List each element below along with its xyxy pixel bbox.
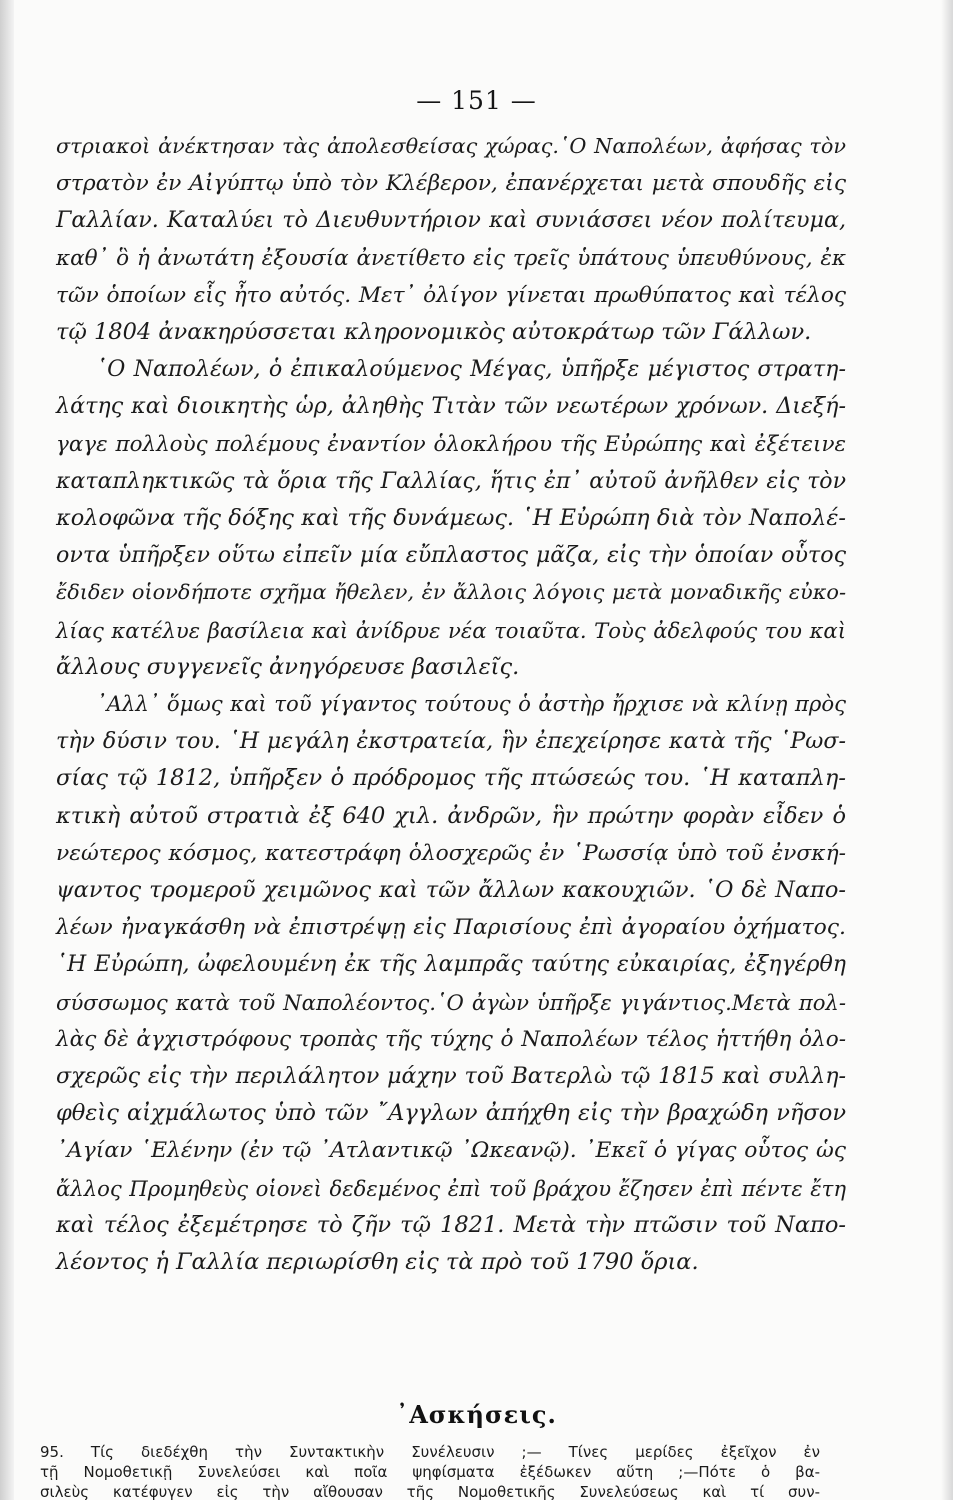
exercise-text	[40, 1442, 820, 1500]
exercises-heading: ᾽Ασκήσεις.	[396, 1400, 557, 1429]
text-line: λέων ἠναγκάσθη νὰ ἐπιστρέψῃ εἰς Παρισίους ἐπὶ ἀγοραίου ὀχήματος.	[56, 915, 846, 941]
text-line: ᾽Αλλ᾽ ὅμως καὶ τοῦ γίγαντος τούτους ὁ ἀστὴρ ἤρχισε νὰ κλίνῃ πρὸς	[96, 692, 846, 718]
text-line: γαγε πολλοὺς πολέμους ἐναντίον ὁλοκλήρου τῆς Εὐρώπης καὶ ἐξέτεινε	[56, 431, 846, 457]
text-line: λάτης καὶ διοικητὴς ὡρ, ἀληθὴς Τιτὰν τῶν νεωτέρων χρόνων. Διεξή-	[56, 393, 846, 420]
text-line: λέοντος ἡ Γαλλία περιωρίσθη εἰς τὰ πρὸ τοῦ 1790 ὅρια.	[56, 1249, 699, 1276]
exercise-line: τῇ Νομοθετικῇ Συνελεύσει καὶ ποῖα ψηφίσματα ἐξέδωκεν αὕτη ;—Πότε ὁ βα-	[40, 1463, 820, 1481]
text-line: ψαντος τρομεροῦ χειμῶνος καὶ τῶν ἄλλων κακουχιῶν. ῾Ο δὲ Ναπο-	[56, 877, 846, 904]
text-line: στρατὸν ἐν Αἰγύπτῳ ὑπὸ τὸν Κλέβερον, ἐπανέρχεται μετὰ σπουδῆς εἰς	[56, 171, 846, 197]
page-right-shadow	[941, 0, 953, 1500]
text-line: καταπληκτικῶς τὰ ὅρια τῆς Γαλλίας, ἥτις ἐπ᾽ αὐτοῦ ἀνῆλθεν εἰς τὸν	[56, 468, 846, 494]
text-line: σχερῶς εἰς τὴν περιλάλητον μάχην τοῦ Βατερλὼ τῷ 1815 καὶ συλλη-	[56, 1063, 846, 1090]
text-line: κτικὴ αὐτοῦ στρατιὰ ἐξ 640 χιλ. ἀνδρῶν, ἣν πρώτην φορὰν εἶδεν ὁ	[56, 802, 846, 829]
text-line: ῾Ο Ναπολέων, ὁ ἐπικαλούμενος Μέγας, ὑπῆρξε μέγιστος στρατη-	[96, 356, 846, 383]
text-line: σύσσωμος κατὰ τοῦ Ναπολέοντος.῾Ο ἀγὼν ὑπῆρξε γιγάντιος.Μετὰ πολ-	[56, 989, 846, 1015]
exercise-line: σιλεὺς κατέφυγεν εἰς τὴν αἴθουσαν τῆς Νομοθετικῆς Συνελεύσεως καὶ τί συν-	[40, 1483, 820, 1500]
page-number: — 151 —	[416, 86, 537, 115]
text-line: ἔδιδεν οἱονδήποτε σχῆμα ἤθελεν, ἐν ἄλλοις λόγοις μετὰ μοναδικῆς εὐκο-	[56, 580, 846, 605]
text-line: ᾽Αγίαν ῾Ελένην (ἐν τῷ ᾽Ατλαντικῷ ᾽Ωκεανῷ). ᾽Εκεῖ ὁ γίγας οὗτος ὡς	[56, 1138, 846, 1164]
text-line: ἄλλους συγγενεῖς ἀνηγόρευσε βασιλεῖς.	[56, 653, 520, 680]
page-left-shadow	[0, 0, 14, 1500]
text-line: ἄλλος Προμηθεὺς οἱονεὶ δεδεμένος ἐπὶ τοῦ βράχου ἔζησεν ἐπὶ πέντε ἔτη	[56, 1175, 846, 1201]
text-line: τῷ 1804 ἀνακηρύσσεται κληρονομικὸς αὐτοκράτωρ τῶν Γάλλων.	[56, 319, 812, 346]
text-line: τὴν δύσιν του. ῾Η μεγάλη ἐκστρατεία, ἣν ἐπεχείρησε κατὰ τῆς ῾Ρωσ-	[56, 728, 846, 755]
text-line: στριακοὶ ἀνέκτησαν τὰς ἀπολεσθείσας χώρας.῾Ο Ναπολέων, ἀφήσας τὸν	[56, 134, 846, 158]
text-line: καθ᾽ ὃ ἡ ἀνωτάτη ἐξουσία ἀνετίθετο εἰς τρεῖς ὑπάτους ὑπευθύνους, ἐκ	[56, 245, 846, 271]
text-line: καὶ τέλος ἐξεμέτρησε τὸ ζῆν τῷ 1821. Μετὰ τὴν πτῶσιν τοῦ Ναπο-	[56, 1211, 846, 1238]
text-line: σίας τῷ 1812, ὑπῆρξεν ὁ πρόδρομος τῆς πτώσεώς του. ῾Η καταπλη-	[56, 765, 846, 792]
text-line: λίας κατέλυε βασίλεια καὶ ἀνίδρυε νέα τοιαῦτα. Τοὺς ἀδελφούς του καὶ	[56, 617, 846, 643]
text-line: νεώτερος κόσμος, κατεστράφη ὁλοσχερῶς ἐν ῾Ρωσσίᾳ ὑπὸ τοῦ ἐνσκή-	[56, 840, 846, 866]
body-text	[56, 128, 846, 1281]
text-line: φθεὶς αἰχμάλωτος ὑπὸ τῶν ῎Αγγλων ἀπήχθη εἰς τὴν βραχώδη νῆσον	[56, 1100, 846, 1127]
exercise-line: 95. Τίς διεδέχθη τὴν Συντακτικὴν Συνέλευσιν ;— Τίνες μερίδες ἐξεῖχον ἐν	[40, 1443, 820, 1461]
text-line: οντα ὑπῆρξεν οὕτω εἰπεῖν μία εὔπλαστος μᾶζα, εἰς τὴν ὁποίαν οὗτος	[56, 542, 846, 569]
text-line: λὰς δὲ ἀγχιστρόφους τροπὰς τῆς τύχης ὁ Ναπολέων τέλος ἡττήθη ὁλο-	[56, 1026, 846, 1052]
text-line: ῾Η Εὐρώπη, ὠφελουμένη ἐκ τῆς λαμπρᾶς ταύτης εὐκαιρίας, ἐξηγέρθη	[56, 952, 846, 978]
text-line: τῶν ὁποίων εἷς ἦτο αὐτός. Μετ᾽ ὀλίγον γίνεται πρωθύπατος καὶ τέλος	[56, 282, 846, 308]
text-line: Γαλλίαν. Καταλύει τὸ Διευθυντήριον καὶ συνιάσσει νέον πολίτευμα,	[56, 207, 846, 234]
text-line: κολοφῶνα τῆς δόξης καὶ τῆς δυνάμεως. ῾Η Εὐρώπη διὰ τὸν Ναπολέ-	[56, 505, 846, 532]
